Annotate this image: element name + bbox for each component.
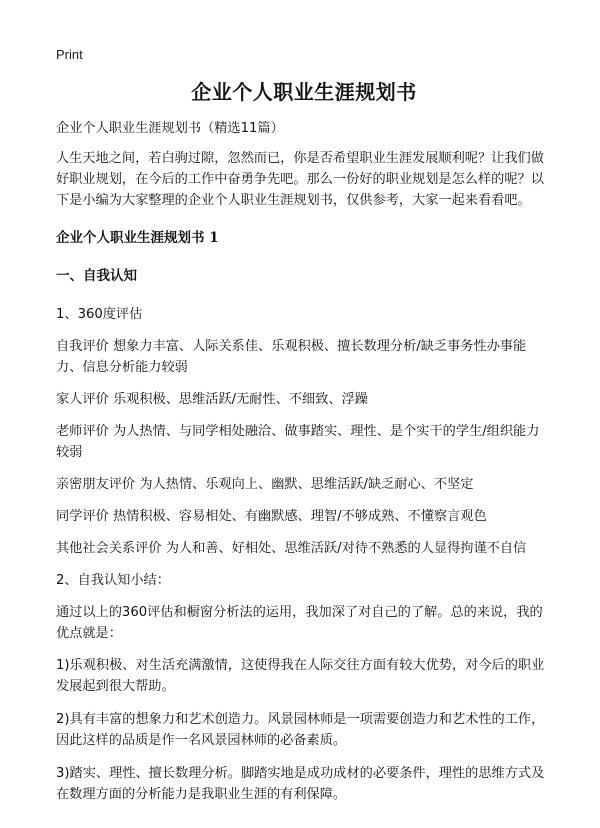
part-heading: 一、自我认知 xyxy=(56,268,137,284)
evaluation-close-friends: 亲密朋友评价 为人热情、乐观向上、幽默、思维活跃/缺乏耐心、不坚定 xyxy=(56,477,474,492)
evaluation-self: 自我评价 想象力丰富、人际关系佳、乐观积极、擅长数理分析/缺乏事务性办事能力、信息分析能力较弱 xyxy=(56,339,527,375)
strength-item: 3)踏实、理性、擅长数理分析。脚踏实地是成功成材的必要条件，理性的思维方式及在数理方面的分析能力是我职业生涯的有利保障。 xyxy=(56,766,545,802)
document-subtitle: 企业个人职业生涯规划书（精选11篇） xyxy=(56,121,284,136)
evaluation-teacher: 老师评价 为人热情、与同学相处融洽、做事踏实、理性、是个实干的学生/组织能力较弱 xyxy=(56,424,540,460)
item-heading-summary: 2、自我认知小结： xyxy=(56,573,170,588)
strength-item: 1)乐观积极、对生活充满激情，这使得我在人际交往方面有较大优势，对今后的职业发展起到很大帮助。 xyxy=(56,658,545,694)
section-heading: 企业个人职业生涯规划书 1 xyxy=(56,230,219,246)
page-title: 企业个人职业生涯规划书 xyxy=(191,80,417,104)
evaluation-classmates: 同学评价 热情积极、容易相处、有幽默感、理智/不够成熟、不懂察言观色 xyxy=(56,509,487,524)
intro-paragraph: 人生天地之间，若白驹过隙，忽然而已，你是否希望职业生涯发展顺利呢？让我们做好职业规划，在今后的工作中奋勇争先吧。那么一份好的职业规划是怎么样的呢？以下是小编为大家整理的企业个人职业生涯规划书，仅供参考，大家一起来看看吧。 xyxy=(56,151,544,208)
strength-item: 2)具有丰富的想象力和艺术创造力。风景园林师是一项需要创造力和艺术性的工作，因此这样的品质是作一名风景园林师的必备素质。 xyxy=(56,712,545,748)
evaluation-others: 其他社会关系评价 为人和善、好相处、思维活跃/对待不熟悉的人显得拘谨不自信 xyxy=(56,541,527,556)
evaluation-family: 家人评价 乐观积极、思维活跃/无耐性、不细致、浮躁 xyxy=(56,392,368,407)
summary-intro: 通过以上的360评估和橱窗分析法的运用，我加深了对自己的了解。总的来说，我的优点就是： xyxy=(56,605,543,641)
document-body xyxy=(56,118,552,817)
print-link[interactable]: Print xyxy=(56,47,83,62)
item-heading-360: 1、360度评估 xyxy=(56,307,143,322)
